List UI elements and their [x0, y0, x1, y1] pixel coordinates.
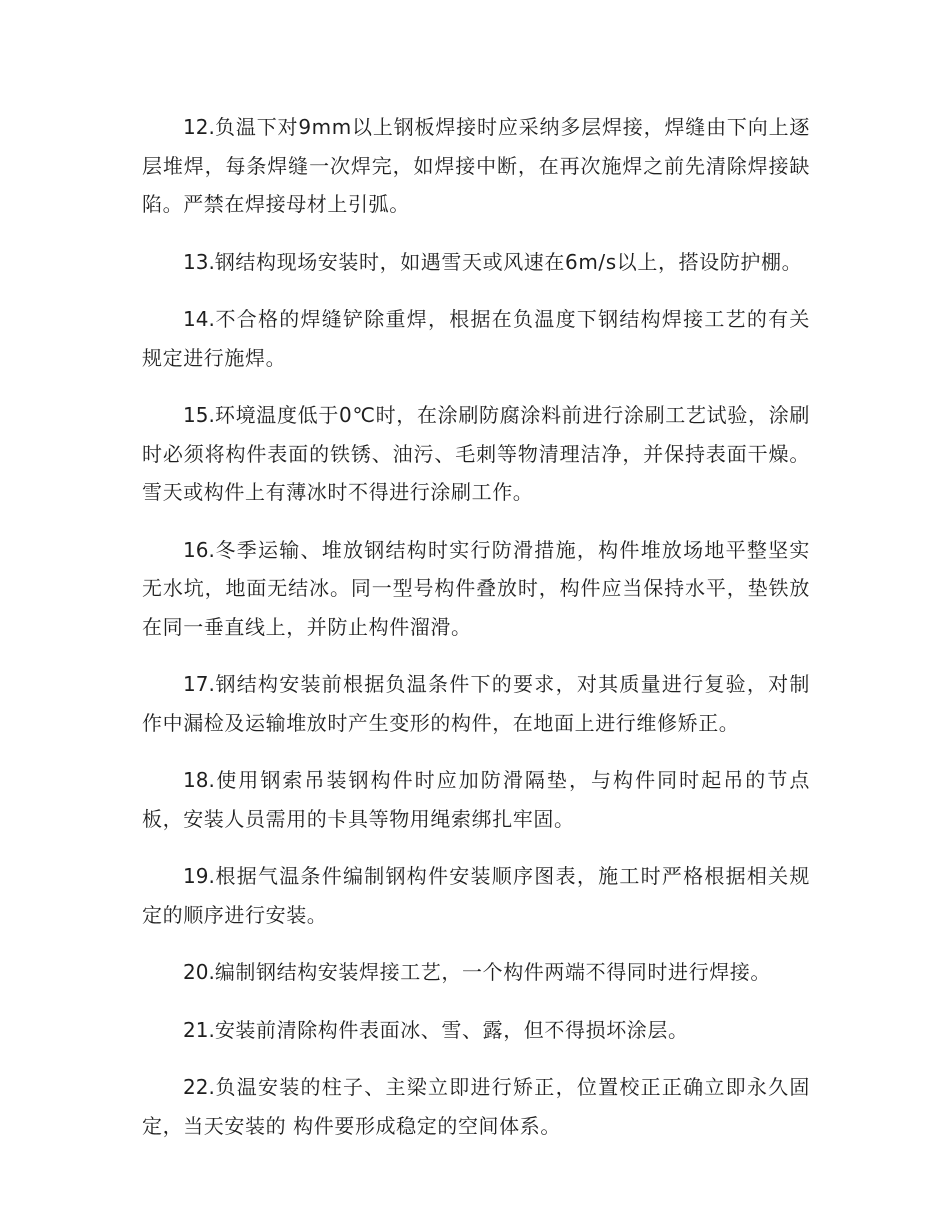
paragraph-number: 15.	[183, 403, 215, 427]
paragraph-text: 安装前清除构件表面冰、雪、露，但不得损坏涂层。	[214, 1017, 689, 1042]
paragraph-number: 19.	[183, 864, 215, 888]
paragraph-text: 负温下对9mm以上钢板焊接时应采纳多层焊接，焊缝由下向上逐层堆焊，每条焊缝一次焊完，如焊接中断，在再次施焊之前先清除焊接缺陷。严禁在焊接母材上引弧。	[142, 115, 810, 216]
paragraph-number: 16.	[183, 537, 215, 562]
paragraph-21	[142, 1011, 810, 1050]
paragraph-number: 13.	[183, 249, 215, 274]
paragraph-text: 根据气温条件编制钢构件安装顺序图表，施工时严格根据相关规定的顺序进行安装。	[142, 864, 810, 927]
document-body	[142, 108, 810, 1164]
paragraph-text: 编制钢结构安装焊接工艺，一个构件两端不得同时进行焊接。	[214, 960, 772, 984]
paragraph-19	[142, 857, 810, 934]
paragraph-number: 22.	[183, 1075, 215, 1099]
paragraph-12	[142, 108, 810, 224]
paragraph-text: 钢结构现场安装时，如遇雪天或风速在6m/s以上，搭设防护棚。	[214, 249, 803, 274]
paragraph-17	[142, 665, 810, 742]
paragraph-22	[142, 1068, 810, 1145]
paragraph-text: 环境温度低于0℃时，在涂刷防腐涂料前进行涂刷工艺试验，涂刷时必须将构件表面的铁锈、油污、毛刺等物清理洁净，并保持表面干燥。雪天或构件上有薄冰时不得进行涂刷工作。	[142, 403, 810, 504]
paragraph-18	[142, 761, 810, 838]
paragraph-number: 18.	[183, 768, 215, 792]
paragraph-15	[142, 396, 810, 512]
paragraph-text: 钢结构安装前根据负温条件下的要求，对其质量进行复验，对制作中漏检及运输堆放时产生变形的构件，在地面上进行维修矫正。	[142, 672, 810, 735]
paragraph-text: 负温安装的柱子、主梁立即进行矫正，位置校正正确立即永久固定，当天安装的 构件要形成稳定的空间体系。	[142, 1075, 810, 1138]
paragraph-text: 不合格的焊缝铲除重焊，根据在负温度下钢结构焊接工艺的有关规定进行施焊。	[142, 307, 810, 370]
paragraph-number: 17.	[183, 672, 215, 696]
paragraph-number: 14.	[183, 307, 215, 331]
paragraph-16	[142, 531, 810, 647]
paragraph-14	[142, 300, 810, 377]
paragraph-text: 冬季运输、堆放钢结构时实行防滑措施，构件堆放场地平整坚实无水坑，地面无结冰。同一型号构件叠放时，构件应当保持水平，垫铁放在同一垂直线上，并防止构件溜滑。	[142, 537, 810, 639]
paragraph-20	[142, 953, 810, 992]
paragraph-text: 使用钢索吊装钢构件时应加防滑隔垫，与构件同时起吊的节点板，安装人员需用的卡具等物用绳索绑扎牢固。	[142, 768, 810, 831]
paragraph-number: 20.	[183, 960, 215, 984]
paragraph-number: 12.	[183, 115, 215, 139]
paragraph-13	[142, 243, 810, 282]
paragraph-number: 21.	[183, 1017, 215, 1042]
